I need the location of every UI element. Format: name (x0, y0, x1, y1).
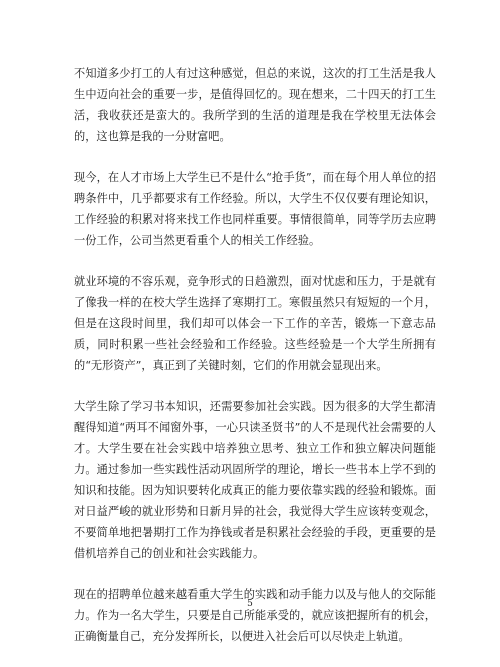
paragraph-2: 现今，在人才市场上大学生已不是什么“抢手货”，而在每个用人单位的招聘条件中，几乎都要求有工作经验。所以，大学生不仅仅要有理论知识，工作经验的积累对将来找工作也同样重要。事情很简单，同等学历去应聘一份工作，公司当然更看重个人的相关工作经验。 (74, 171, 436, 247)
paragraph-3: 就业环境的不容乐观，竞争形式的日趋激烈，面对忧虑和压力，于是就有了像我一样的在校大学生选择了寒期打工。寒假虽然只有短短的一个月，但是在这段时间里，我们却可以体会一下工作的辛苦，锻炼一下意志品质，同时积累一些社会经验和工作经验。这些经验是一个大学生所拥有的“无形资产”，真正到了关键时刻，它们的作用就会显现出来。 (74, 275, 436, 372)
paragraph-1: 不知道多少打工的人有过这种感觉，但总的来说，这次的打工生活是我人生中迈向社会的重要一步，是值得回忆的。现在想来，二十四天的打工生活，我收获还是蛮大的。我所学到的生活的道理是我在学校里无法体会的，这也算是我的一分财富吧。 (74, 67, 436, 143)
paragraph-4: 大学生除了学习书本知识，还需要参加社会实践。因为很多的大学生都清醒得知道“两耳不闻窗外事，一心只读圣贤书”的人不是现代社会需要的人才。大学生要在社会实践中培养独立思考、独立工作和独立解决问题能力。通过参加一些实践性活动巩固所学的理论，增长一些书本上学不到的知识和技能。因为知识要转化成真正的能力要依靠实践的经验和锻炼。面对日益严峻的就业形势和日新月异的社会，我觉得大学生应该转变观念，不要简单地把暑期打工作为挣钱或者是积累社会经验的手段，更重要的是借机培养自己的创业和社会实践能力。 (74, 400, 436, 560)
page-number: 5 (247, 599, 253, 609)
paragraph-5: 现在的招聘单位越来越看重大学生的实践和动手能力以及与他人的交际能力。作为一名大学生，只要是自己所能承受的，就应该把握所有的机会，正确衡量自己，充分发挥所长，以便进入社会后可以尽快走上轨道。 (74, 588, 436, 643)
document-body (74, 63, 436, 667)
